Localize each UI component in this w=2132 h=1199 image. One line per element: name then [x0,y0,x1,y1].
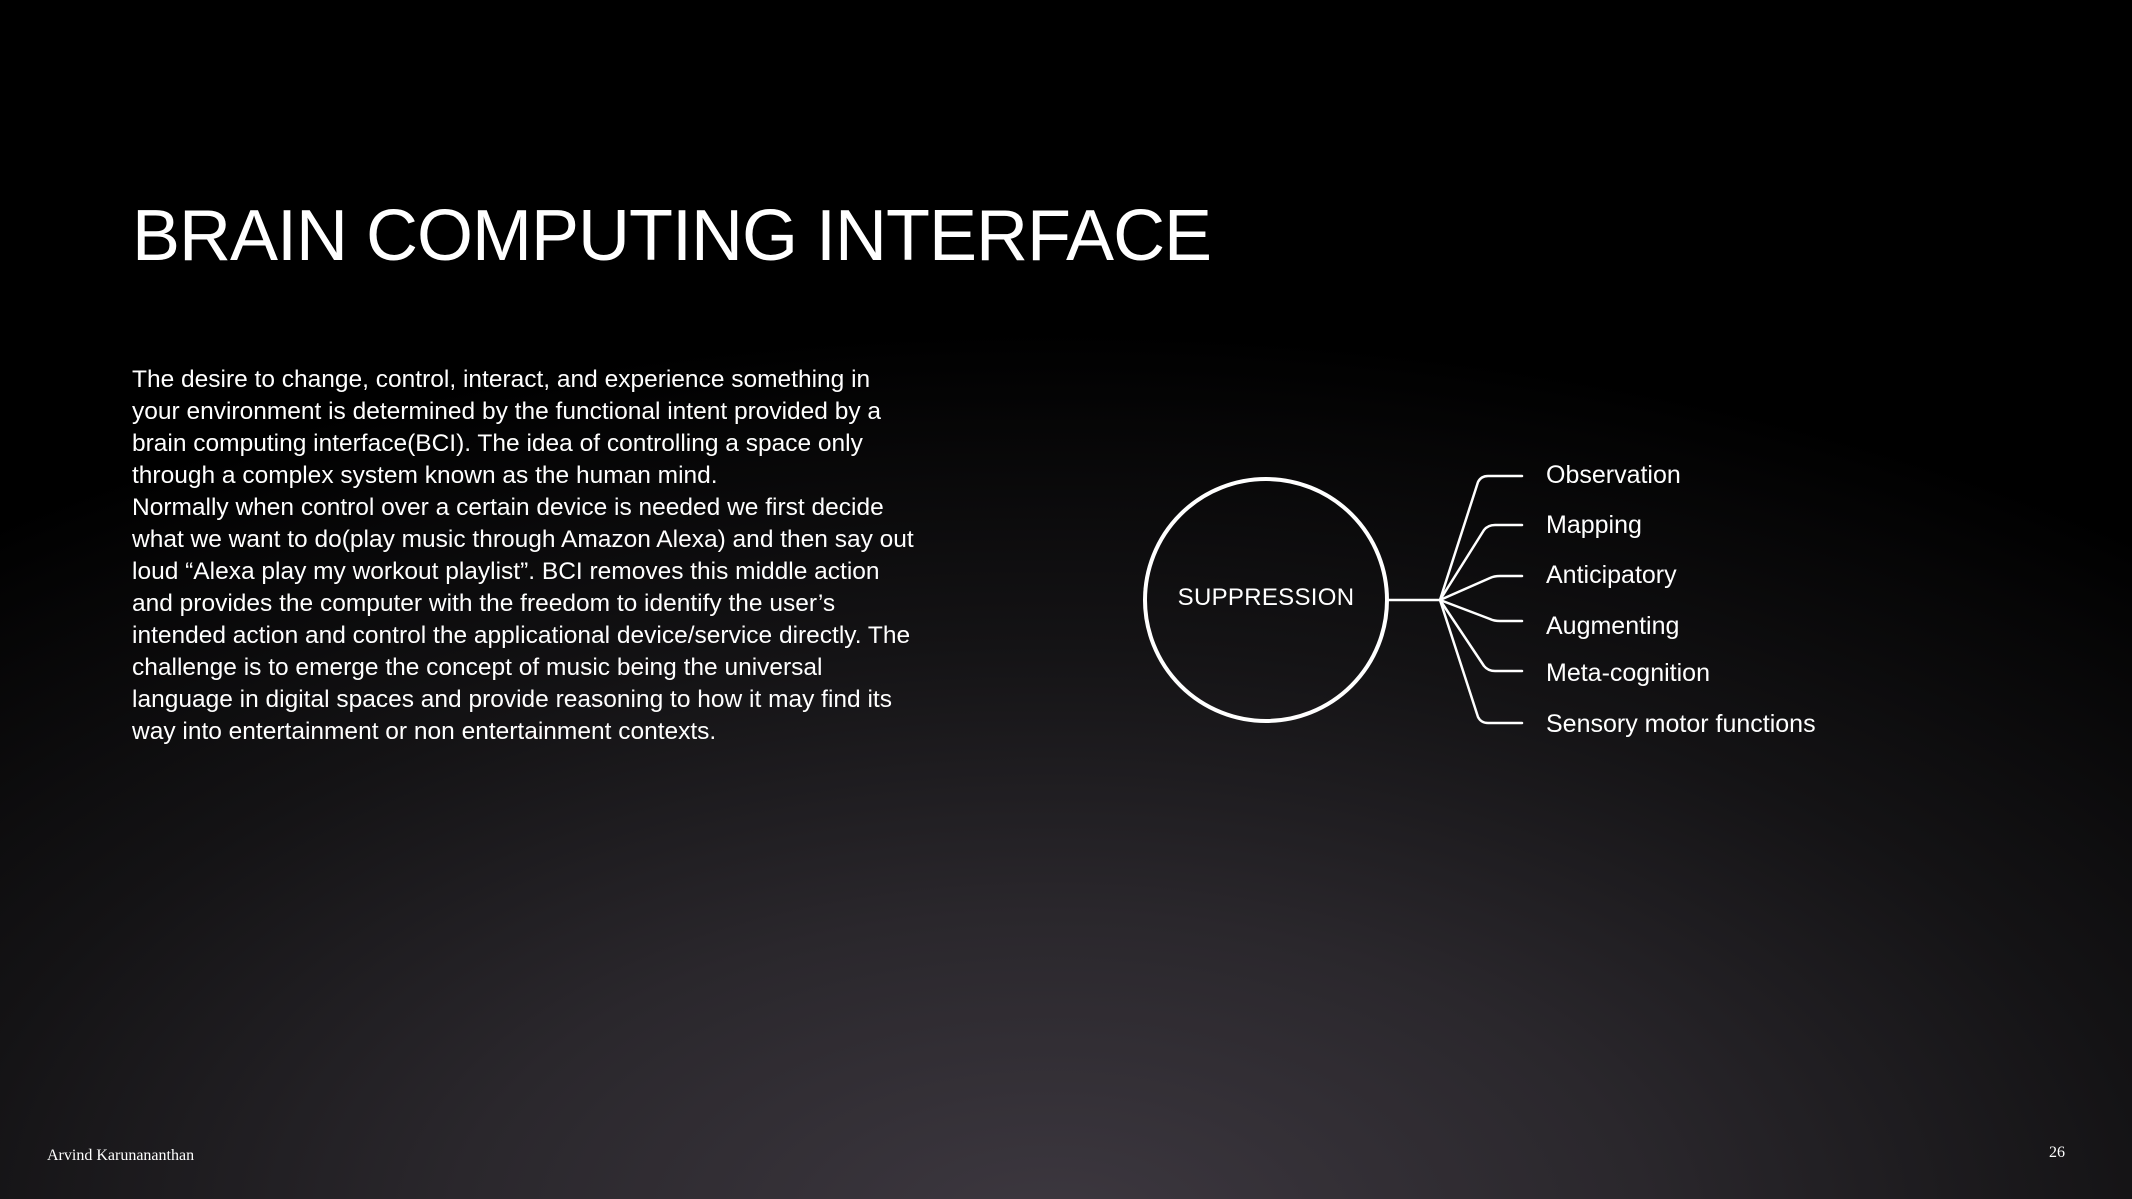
branch-line-meta-cognition [1440,600,1522,671]
body-paragraph-2: Normally when control over a certain device is needed we first decide what we want to do(play music through Amazon Alexa) and then say out loud “Alexa play my workout playlist”. BCI removes this middle action and provides the computer with the freedom to identify the user’s intended action and control the applicational device/service directly. The challenge is to emerge the concept of music being the universal language in digital spaces and provide reasoning to how it may find its way into entertainment or non entertainment contexts. [132,494,914,745]
branch-line-mapping [1440,525,1522,600]
diagram-center-label: SUPPRESSION [1177,584,1355,611]
branch-label-mapping: Mapping [1546,511,1642,539]
branch-line-sensory-motor [1440,600,1522,723]
footer-author: Arvind Karunananthan [47,1147,195,1164]
branch-line-augmenting [1440,600,1522,621]
branch-line-observation [1440,476,1522,600]
branch-label-augmenting: Augmenting [1546,612,1680,640]
branch-label-meta-cognition: Meta-cognition [1546,659,1710,687]
body-paragraph-1: The desire to change, control, interact, and experience something in your environment is determined by the functional intent provided by a brain computing interface(BCI). The idea of controlling a space only through a complex system known as the human mind. [132,366,882,489]
slide-title: BRAIN COMPUTING INTERFACE [132,196,1212,276]
branch-label-observation: Observation [1546,461,1681,489]
branch-label-sensory-motor: Sensory motor functions [1546,710,1816,738]
branch-label-anticipatory: Anticipatory [1546,561,1677,589]
branch-line-anticipatory [1440,576,1522,600]
page-number: 26 [2049,1144,2065,1161]
body-text [132,364,922,748]
